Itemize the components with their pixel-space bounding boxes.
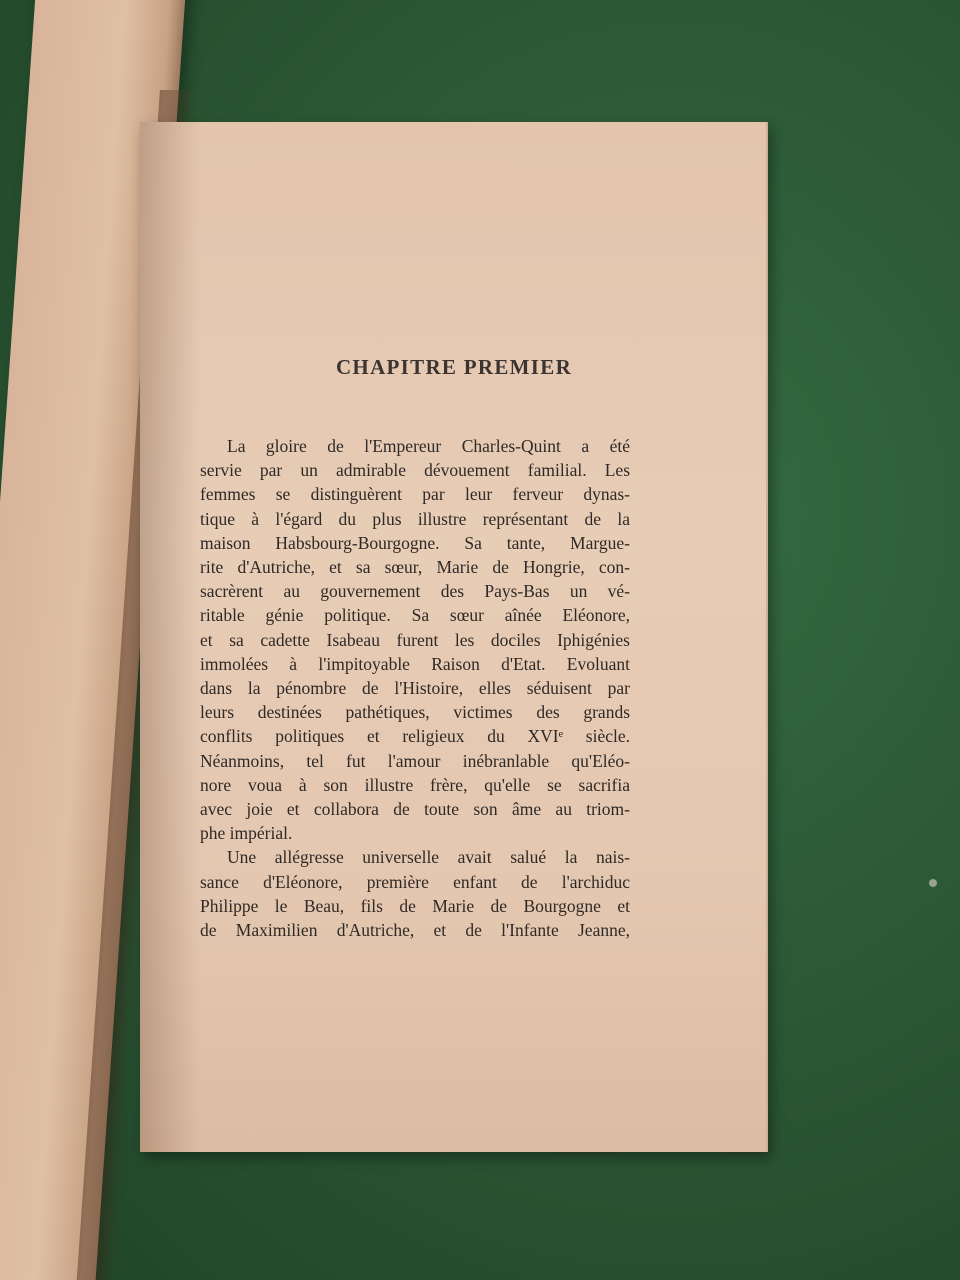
text-line: femmes se distinguèrent par leur ferveur dynas-: [200, 484, 630, 505]
text-line: rite d'Autriche, et sa sœur, Marie de Hongrie, con-: [200, 557, 630, 578]
text-line: tique à l'égard du plus illustre représentant de la: [200, 508, 630, 529]
text-line: ritable génie politique. Sa sœur aînée Eléonore,: [200, 605, 630, 626]
text-line: sacrèrent au gouvernement des Pays-Bas un vé-: [200, 581, 630, 602]
text-line: Philippe le Beau, fils de Marie de Bourgogne et: [200, 895, 630, 916]
text-line: sance d'Eléonore, première enfant de l'archiduc: [200, 871, 630, 892]
text-line: immolées à l'impitoyable Raison d'Etat. Evoluant: [200, 653, 630, 674]
text-line: et sa cadette Isabeau furent les dociles Iphigénies: [200, 629, 630, 650]
text-line: de Maximilien d'Autriche, et de l'Infante Jeanne,: [200, 920, 630, 941]
text-line: nore voua à son illustre frère, qu'elle se sacrifia: [200, 774, 630, 795]
text-line: Une allégresse universelle avait salué la nais-: [227, 847, 630, 868]
text-line: avec joie et collabora de toute son âme au triom-: [200, 799, 630, 820]
text-line: servie par un admirable dévouement familial. Les: [200, 460, 630, 481]
text-line: Néanmoins, tel fut l'amour inébranlable qu'Eléo-: [200, 750, 630, 771]
text-line: dans la pénombre de l'Histoire, elles séduisent par: [200, 678, 630, 699]
text-line: phe impérial.: [200, 823, 293, 844]
dust-speck: [929, 879, 937, 887]
body-text: [200, 434, 630, 942]
text-line: maison Habsbourg-Bourgogne. Sa tante, Margue-: [200, 532, 630, 553]
text-line: La gloire de l'Empereur Charles-Quint a été: [227, 436, 630, 456]
right-page: [140, 122, 768, 1152]
text-line: leurs destinées pathétiques, victimes des grands: [200, 702, 630, 723]
text-line: conflits politiques et religieux du XVIᵉ siècle.: [200, 726, 630, 747]
chapter-title: CHAPITRE PREMIER: [335, 355, 573, 379]
